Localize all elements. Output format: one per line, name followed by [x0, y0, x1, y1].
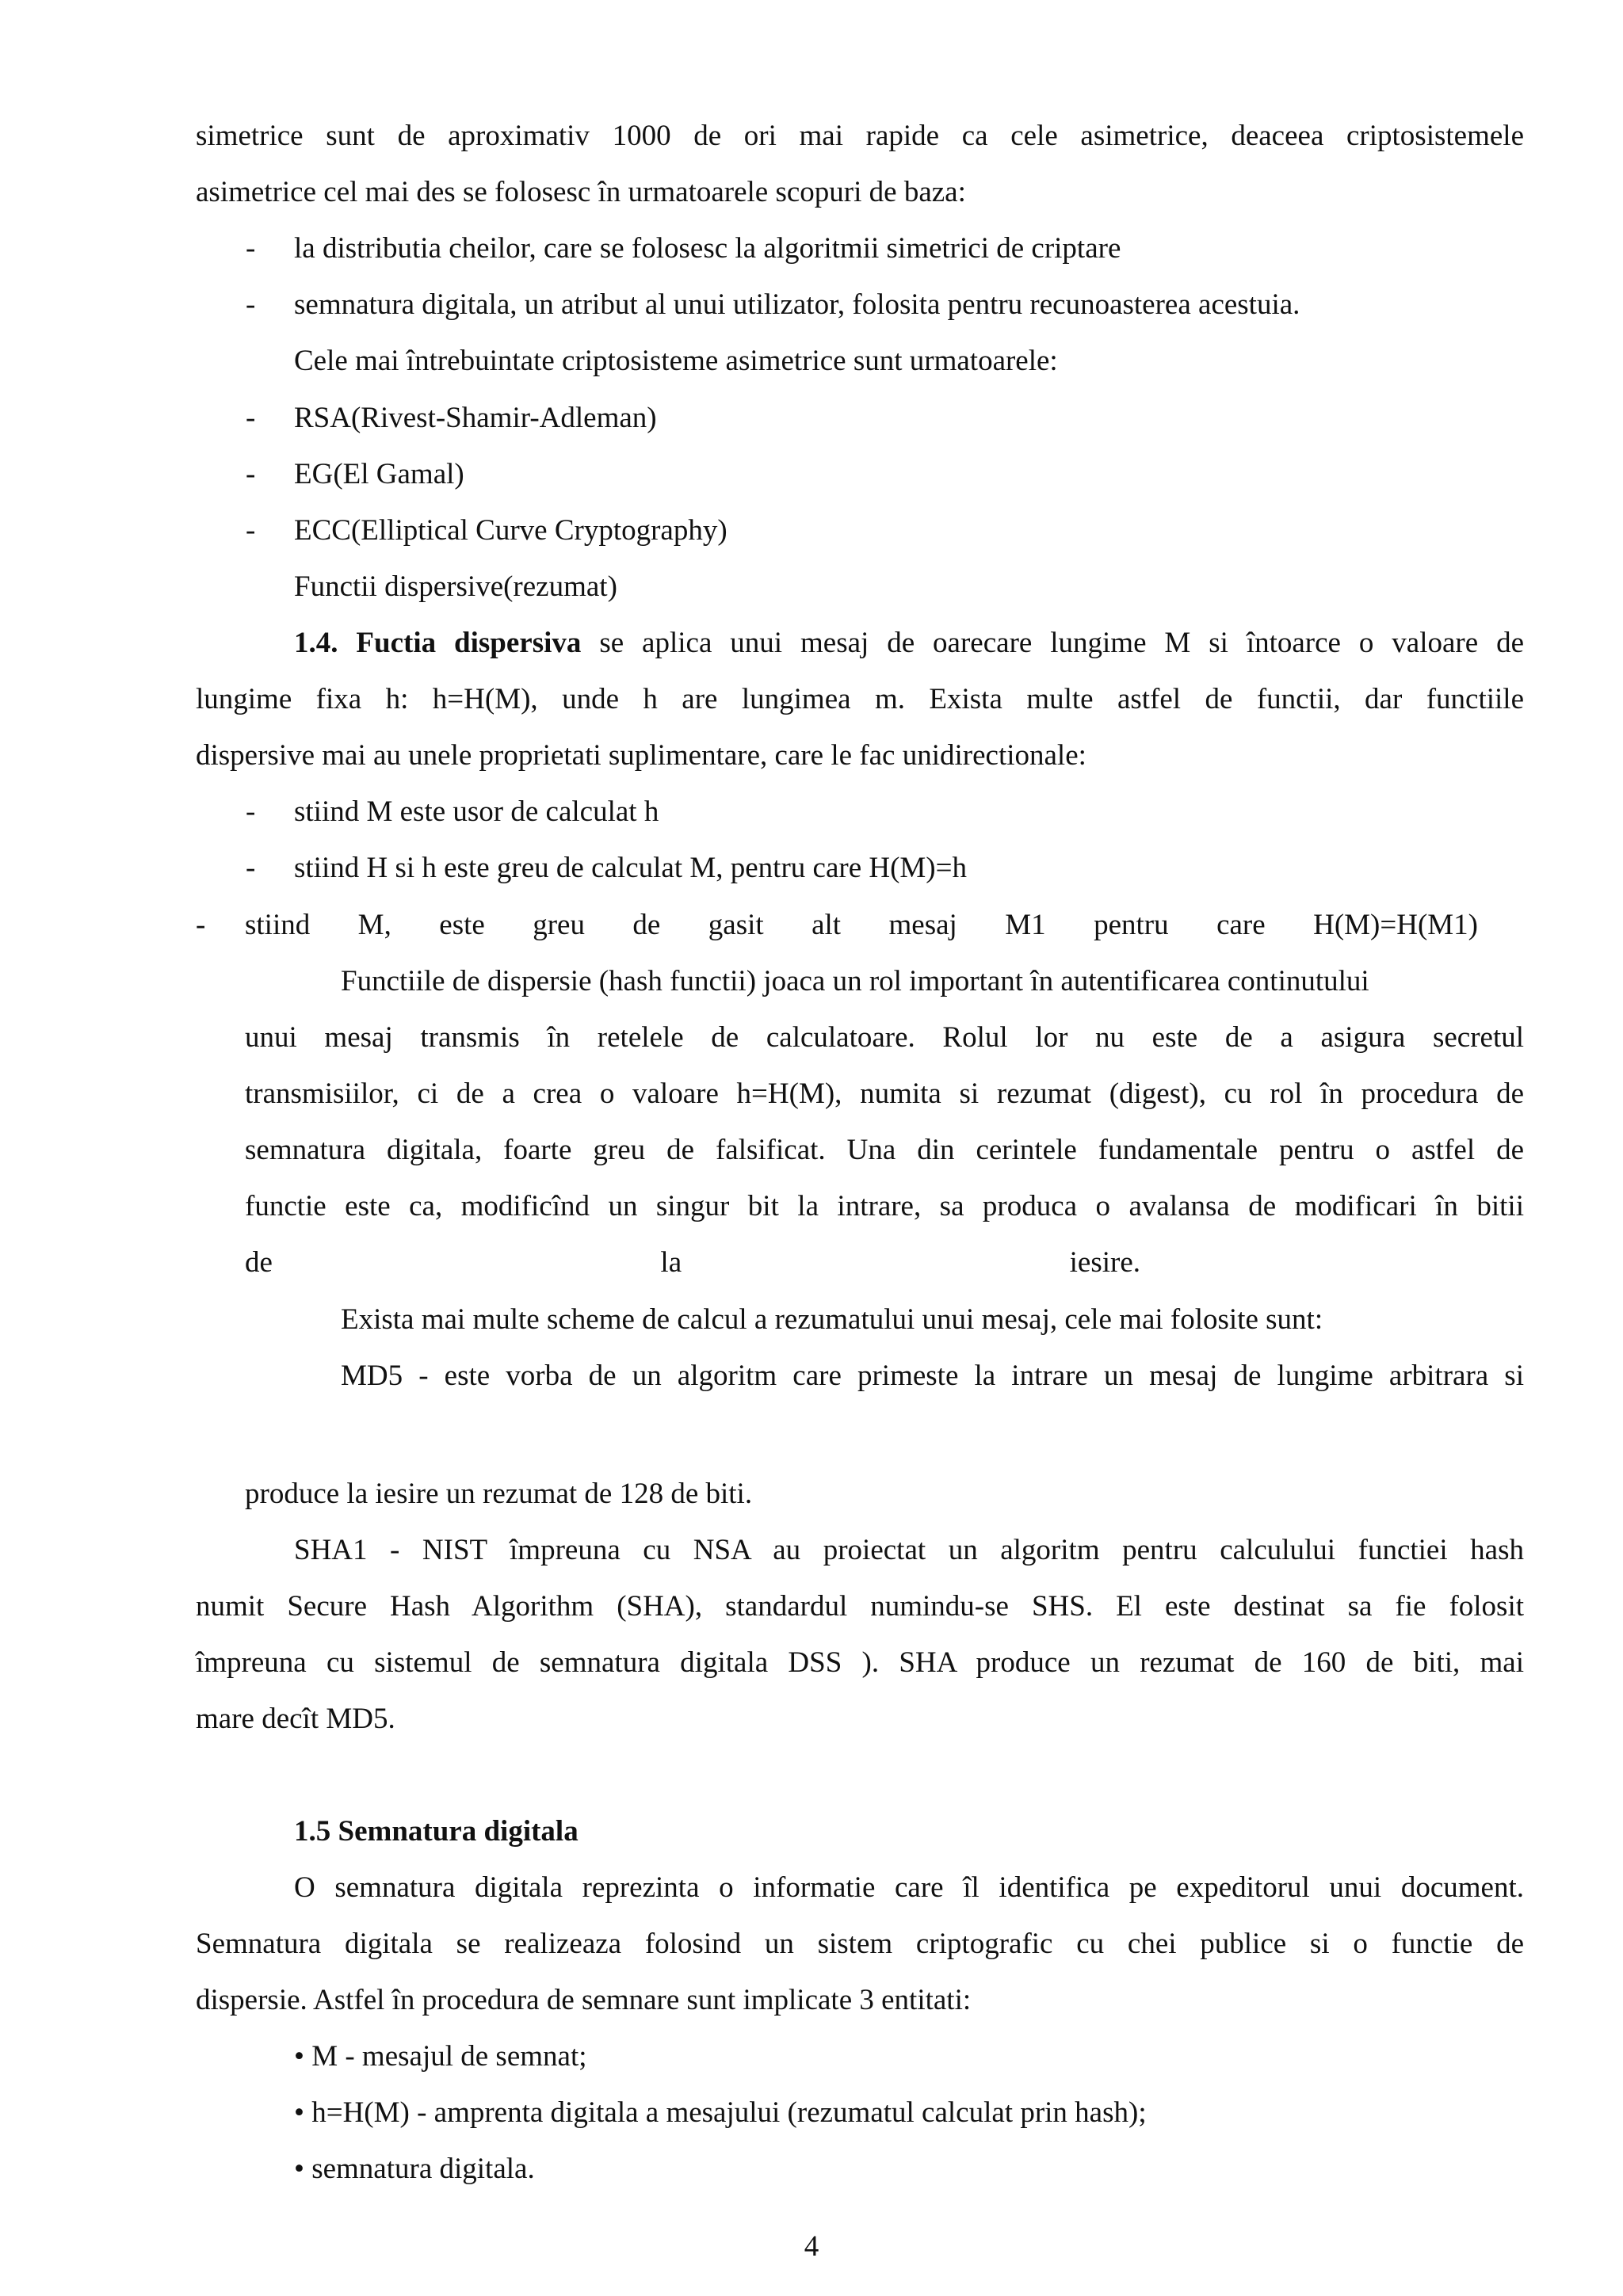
section-1-4-text: se aplica unui mesaj de oarecare lungime M si întoarce o valoare de: [581, 627, 1525, 659]
list-dash: -: [196, 909, 206, 941]
page-number: 4: [804, 2230, 819, 2263]
list-item: EG(El Gamal): [294, 458, 464, 490]
list-item: semnatura digitala, un atribut al unui utilizator, folosita pentru recunoasterea acestuia.: [294, 288, 1300, 321]
body-line: MD5 - este vorba de un algoritm care primeste la intrare un mesaj de lungime arbitrara si: [341, 1360, 1524, 1392]
body-line: transmisiilor, ci de a crea o valoare h=H(M), numita si rezumat (digest), cu rol în procedura de: [245, 1077, 1524, 1110]
body-line: numit Secure Hash Algorithm (SHA), standardul numindu-se SHS. El este destinat sa fie folosit: [196, 1590, 1524, 1623]
body-line: Functiile de dispersie (hash functii) joaca un rol important în autentificarea continutului: [341, 965, 1369, 997]
body-line: Semnatura digitala se realizeaza folosind un sistem criptografic cu chei publice si o functie de: [196, 1928, 1524, 1960]
body-line: SHA1 - NIST împreuna cu NSA au proiectat un algoritm pentru calculului functiei hash: [294, 1534, 1524, 1566]
list-dash: -: [246, 232, 256, 265]
body-line: asimetrice cel mai des se folosesc în urmatoarele scopuri de baza:: [196, 176, 966, 208]
list-dash: -: [246, 402, 256, 434]
body-line: functie este ca, modificînd un singur bit la intrare, sa produca o avalansa de modificari în bitii: [245, 1190, 1524, 1222]
body-line: lungime fixa h: h=H(M), unde h are lungimea m. Exista multe astfel de functii, dar functiile: [196, 683, 1524, 715]
subheading-line: Functii dispersive(rezumat): [294, 570, 617, 603]
list-item: stiind M este usor de calculat h: [294, 795, 659, 828]
list-item: stiind H si h este greu de calculat M, pentru care H(M)=h: [294, 852, 967, 884]
body-line: mare decît MD5.: [196, 1703, 395, 1735]
list-item: RSA(Rivest-Shamir-Adleman): [294, 402, 657, 434]
body-line: dispersive mai au unele proprietati suplimentare, care le fac unidirectionale:: [196, 739, 1086, 772]
section-1-5-heading: 1.5 Semnatura digitala: [294, 1815, 579, 1848]
list-dash: -: [246, 288, 256, 321]
section-1-4-line: [294, 626, 1524, 661]
body-line: împreuna cu sistemul de semnatura digitala DSS ). SHA produce un rezumat de 160 de biti, mai: [196, 1646, 1524, 1679]
body-line: de la iesire.: [245, 1246, 1140, 1279]
list-dash: -: [246, 514, 256, 547]
body-line: O semnatura digitala reprezinta o informatie care îl identifica pe expeditorul unui document.: [294, 1871, 1524, 1904]
body-line: Exista mai multe scheme de calcul a rezumatului unui mesaj, cele mai folosite sunt:: [341, 1303, 1323, 1336]
body-line: semnatura digitala, foarte greu de falsificat. Una din cerintele fundamentale pentru o astfel de: [245, 1134, 1524, 1166]
list-dash: -: [246, 852, 256, 884]
bullet-item: • semnatura digitala.: [294, 2153, 535, 2185]
body-line: simetrice sunt de aproximativ 1000 de ori mai rapide ca cele asimetrice, deaceea criptosistemele: [196, 120, 1524, 152]
section-1-4-term: 1.4. Fuctia dispersiva: [294, 627, 582, 659]
body-line: dispersie. Astfel în procedura de semnare sunt implicate 3 entitati:: [196, 1984, 972, 2016]
list-dash: -: [246, 458, 256, 490]
body-line: produce la iesire un rezumat de 128 de biti.: [245, 1478, 753, 1510]
list-dash: -: [246, 795, 256, 828]
bullet-item: • M - mesajul de semnat;: [294, 2040, 587, 2073]
bullet-item: • h=H(M) - amprenta digitala a mesajului (rezumatul calculat prin hash);: [294, 2096, 1147, 2129]
body-line: Cele mai întrebuintate criptosisteme asimetrice sunt urmatoarele:: [294, 345, 1058, 377]
list-item: la distributia cheilor, care se folosesc la algoritmii simetrici de criptare: [294, 232, 1121, 265]
body-line: unui mesaj transmis în retelele de calculatoare. Rolul lor nu este de a asigura secretul: [245, 1021, 1524, 1054]
list-item: ECC(Elliptical Curve Cryptography): [294, 514, 727, 547]
list-item: stiind M, este greu de gasit alt mesaj M1 pentru care H(M)=H(M1): [245, 909, 1478, 941]
